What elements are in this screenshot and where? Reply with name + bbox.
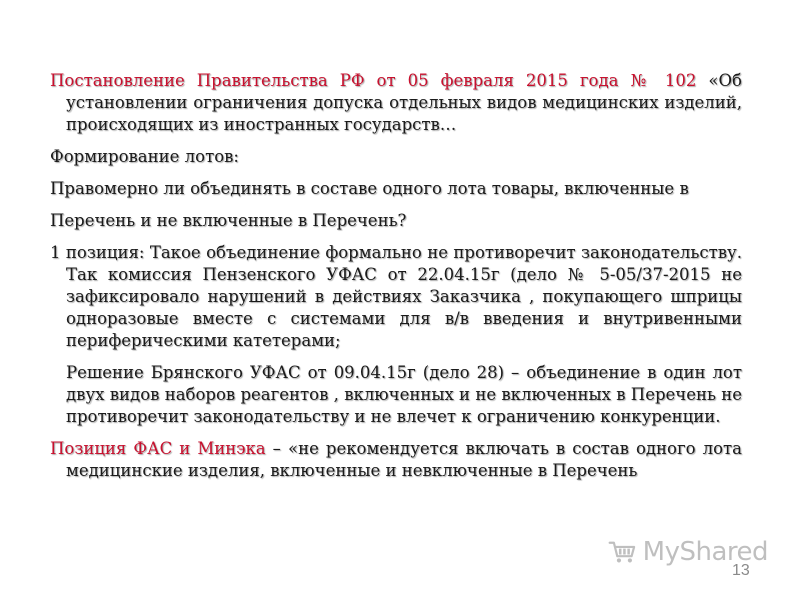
- paragraph-question-line1: Правомерно ли объединять в составе одного лота товары, включенные в: [50, 179, 689, 198]
- shopping-cart-icon: [608, 537, 637, 567]
- fas-position-title: Позиция ФАС и Минэка: [50, 439, 266, 458]
- slide-content: [50, 70, 742, 482]
- watermark-text: MyShared: [642, 537, 768, 567]
- paragraph-question-line2: Перечень и не включенные в Перечень?: [50, 211, 407, 230]
- paragraph-fas-position: [50, 438, 742, 482]
- page-number: 13: [732, 562, 750, 579]
- decree-description: «Об установлении ограничения допуска отдельных видов медицинских изделий, происходящих из иностранных государств…: [66, 71, 742, 134]
- paragraph-position-1: 1 позиция: Такое объединение формально не противоречит законодательству. Так комиссия Пензенского УФАС от 22.04.15г (дело № 5-05/37-2015 не зафиксировало нарушений в действиях Заказчика , покупающего шприцы одноразовые вместе с системами для в/в введения и внутривенными периферическими катетерами;: [50, 243, 742, 350]
- paragraph-decree: [50, 70, 742, 136]
- decree-title: Постановление Правительства РФ от 05 февраля 2015 года № 102: [50, 71, 697, 90]
- fas-position-text: – «не рекомендуется включать в состав одного лота медицинские изделия, включенные и невключенные в Перечень: [66, 439, 742, 480]
- paragraph-bryansk-decision: Решение Брянского УФАС от 09.04.15г (дело 28) – объединение в один лот двух видов наборов реагентов , включенных и не включенных в Перечень не противоречит законодательству и не влечет к ограничению конкуренции.: [66, 363, 742, 426]
- paragraph-lot-formation: Формирование лотов:: [50, 147, 239, 166]
